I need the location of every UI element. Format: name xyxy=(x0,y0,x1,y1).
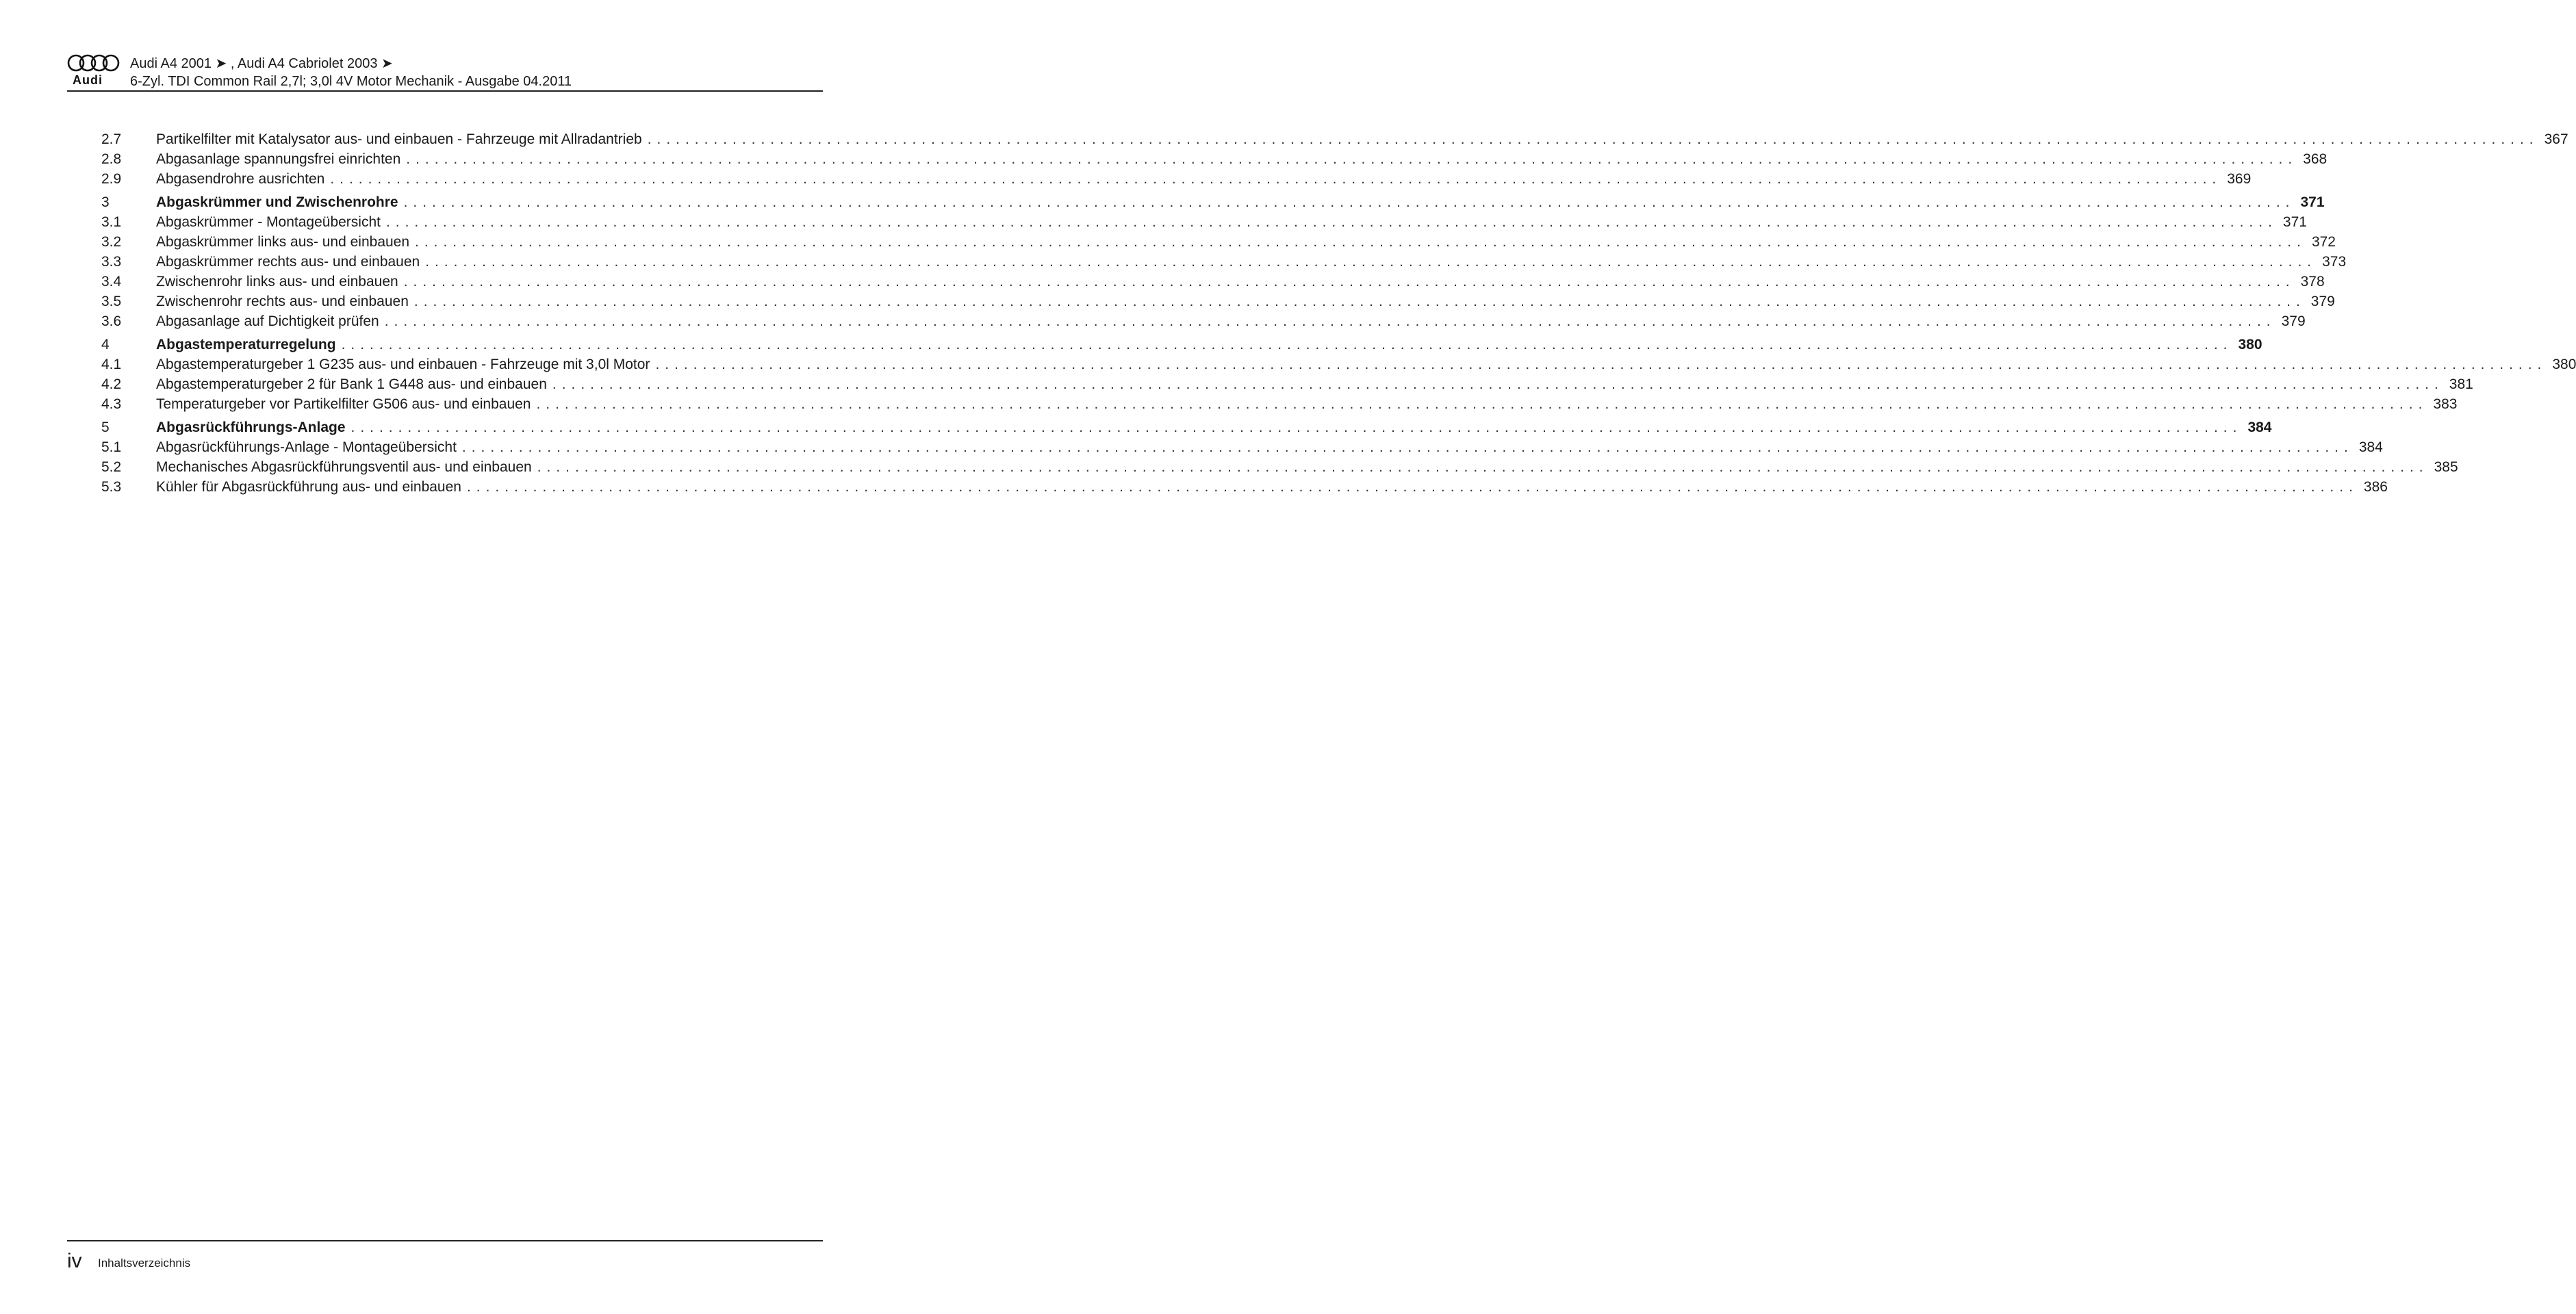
toc-entry-number: 3.4 xyxy=(101,274,122,289)
toc-entry-page[interactable]: 379 xyxy=(2310,294,2335,309)
toc-entry-title[interactable]: Partikelfilter mit Katalysator aus- und einbauen - Fahrzeuge mit Allradantrieb xyxy=(156,131,642,147)
toc-entry-row[interactable] xyxy=(101,459,2458,479)
toc-entry-title[interactable]: Abgaskrümmer - Montageübersicht xyxy=(156,214,381,230)
toc-entry-row[interactable] xyxy=(101,396,2458,416)
toc-entry-number: 4 xyxy=(101,337,110,352)
toc-entry-row[interactable] xyxy=(101,274,2325,294)
toc-leader-dots: ........................................................................................................................................................................................................ xyxy=(461,439,2354,455)
toc-leader-dots: ........................................................................................................................................................................................................ xyxy=(536,396,2428,412)
toc-entry-page[interactable]: 380 xyxy=(2238,337,2262,352)
toc-entry-page[interactable]: 371 xyxy=(2282,214,2307,230)
header-engine-line: 6-Zyl. TDI Common Rail 2,7l; 3,0l 4V Motor Mechanik - Ausgabe 04.2011 xyxy=(130,74,572,89)
toc-entry-page[interactable]: 373 xyxy=(2322,254,2347,270)
toc-entry-number: 4.2 xyxy=(101,376,122,392)
toc-entry-title[interactable]: Abgaskrümmer links aus- und einbauen xyxy=(156,234,410,250)
toc-entry-title[interactable]: Mechanisches Abgasrückführungsventil aus- und einbauen xyxy=(156,459,532,475)
toc-entry-number: 3.3 xyxy=(101,254,122,270)
toc-leader-dots: ........................................................................................................................................................................................................ xyxy=(415,234,2306,250)
toc-entry-page[interactable]: 371 xyxy=(2300,194,2325,210)
toc-entry-row[interactable] xyxy=(101,313,2306,333)
toc-leader-dots: ........................................................................................................................................................................................................ xyxy=(655,357,2547,372)
toc-entry-page[interactable]: 384 xyxy=(2358,439,2383,455)
footer-section-label: Inhaltsverzeichnis xyxy=(98,1257,191,1270)
toc-entry-title[interactable]: Kühler für Abgasrückführung aus- und einbauen xyxy=(156,479,461,495)
toc-entry-row[interactable] xyxy=(101,357,2576,376)
toc-entry-row[interactable] xyxy=(101,214,2307,234)
toc-entry-row[interactable] xyxy=(101,254,2347,274)
toc-entry-number: 3 xyxy=(101,194,110,210)
toc-entry-page[interactable]: 369 xyxy=(2227,171,2252,187)
toc-leader-dots: ........................................................................................................................................................................................................ xyxy=(425,254,2317,270)
toc-entry-row[interactable] xyxy=(101,294,2335,313)
toc-entry-title[interactable]: Zwischenrohr rechts aus- und einbauen xyxy=(156,294,409,309)
table-of-contents xyxy=(101,131,2576,499)
toc-leader-dots: ........................................................................................................................................................................................................ xyxy=(413,294,2306,309)
toc-leader-dots: ........................................................................................................................................................................................................ xyxy=(384,313,2276,329)
toc-entry-page[interactable]: 381 xyxy=(2449,376,2473,392)
toc-entry-page[interactable]: 384 xyxy=(2247,420,2272,435)
toc-entry-number: 5.3 xyxy=(101,479,122,495)
toc-entry-row[interactable] xyxy=(101,151,2328,171)
footer-page-number: iv xyxy=(67,1250,82,1272)
toc-chapter-row[interactable] xyxy=(101,420,2272,439)
toc-chapter-row[interactable] xyxy=(101,337,2262,357)
toc-entry-number: 2.8 xyxy=(101,151,122,167)
toc-entry-row[interactable] xyxy=(101,479,2388,499)
toc-entry-page[interactable]: 385 xyxy=(2434,459,2458,475)
toc-entry-number: 2.9 xyxy=(101,171,122,187)
header-divider xyxy=(67,90,823,92)
toc-leader-dots: ........................................................................................................................................................................................................ xyxy=(341,337,2233,352)
toc-leader-dots: ........................................................................................................................................................................................................ xyxy=(403,194,2295,210)
toc-entry-title[interactable]: Abgaskrümmer rechts aus- und einbauen xyxy=(156,254,420,270)
toc-entry-page[interactable]: 368 xyxy=(2303,151,2328,167)
toc-entry-title[interactable]: Temperaturgeber vor Partikelfilter G506 aus- und einbauen xyxy=(156,396,531,412)
audi-wordmark: Audi xyxy=(73,73,103,87)
toc-leader-dots: ........................................................................................................................................................................................................ xyxy=(537,459,2429,475)
toc-entry-title[interactable]: Abgastemperaturgeber 1 G235 aus- und einbauen - Fahrzeuge mit 3,0l Motor xyxy=(156,357,650,372)
audi-logo xyxy=(67,53,122,88)
toc-entry-number: 3.5 xyxy=(101,294,122,309)
page-header xyxy=(67,52,823,93)
toc-entry-number: 5.2 xyxy=(101,459,122,475)
toc-entry-number: 2.7 xyxy=(101,131,122,147)
toc-leader-dots: ........................................................................................................................................................................................................ xyxy=(385,214,2278,230)
toc-entry-number: 4.3 xyxy=(101,396,122,412)
toc-entry-number: 5 xyxy=(101,420,110,435)
toc-leader-dots: ........................................................................................................................................................................................................ xyxy=(466,479,2358,495)
toc-entry-title[interactable]: Abgaskrümmer und Zwischenrohre xyxy=(156,194,398,210)
toc-entry-page[interactable]: 386 xyxy=(2363,479,2388,495)
toc-leader-dots: ........................................................................................................................................................................................................ xyxy=(350,420,2243,435)
toc-entry-page[interactable]: 380 xyxy=(2552,357,2576,372)
toc-entry-number: 4.1 xyxy=(101,357,122,372)
toc-leader-dots: ........................................................................................................................................................................................................ xyxy=(330,171,2222,187)
toc-entry-page[interactable]: 367 xyxy=(2544,131,2568,147)
audi-rings-icon xyxy=(67,53,122,73)
toc-entry-title[interactable]: Abgasrückführungs-Anlage - Montageübersicht xyxy=(156,439,457,455)
toc-entry-title[interactable]: Abgasanlage spannungsfrei einrichten xyxy=(156,151,401,167)
toc-entry-page[interactable]: 383 xyxy=(2433,396,2458,412)
toc-entry-page[interactable]: 372 xyxy=(2311,234,2336,250)
toc-leader-dots: ........................................................................................................................................................................................................ xyxy=(552,376,2444,392)
toc-chapter-row[interactable] xyxy=(101,194,2325,214)
toc-entry-number: 3.6 xyxy=(101,313,122,329)
toc-entry-title[interactable]: Abgasanlage auf Dichtigkeit prüfen xyxy=(156,313,379,329)
toc-entry-row[interactable] xyxy=(101,439,2383,459)
toc-entry-row[interactable] xyxy=(101,171,2252,191)
footer-divider xyxy=(67,1240,823,1241)
toc-entry-page[interactable]: 379 xyxy=(2281,313,2306,329)
toc-entry-title[interactable]: Abgasendrohre ausrichten xyxy=(156,171,325,187)
toc-entry-row[interactable] xyxy=(101,234,2336,254)
toc-leader-dots: ........................................................................................................................................................................................................ xyxy=(403,274,2295,289)
toc-entry-number: 3.2 xyxy=(101,234,122,250)
toc-entry-title[interactable]: Abgastemperaturregelung xyxy=(156,337,336,352)
toc-leader-dots: ........................................................................................................................................................................................................ xyxy=(406,151,2298,167)
header-model-line: Audi A4 2001 ➤ , Audi A4 Cabriolet 2003 ➤ xyxy=(130,56,393,71)
toc-leader-dots: ........................................................................................................................................................................................................ xyxy=(647,131,2539,147)
toc-entry-title[interactable]: Abgastemperaturgeber 2 für Bank 1 G448 aus- und einbauen xyxy=(156,376,547,392)
toc-entry-page[interactable]: 378 xyxy=(2300,274,2325,289)
toc-entry-title[interactable]: Abgasrückführungs-Anlage xyxy=(156,420,346,435)
toc-entry-row[interactable] xyxy=(101,131,2568,151)
toc-entry-row[interactable] xyxy=(101,376,2473,396)
toc-entry-number: 3.1 xyxy=(101,214,122,230)
toc-entry-number: 5.1 xyxy=(101,439,122,455)
toc-entry-title[interactable]: Zwischenrohr links aus- und einbauen xyxy=(156,274,398,289)
